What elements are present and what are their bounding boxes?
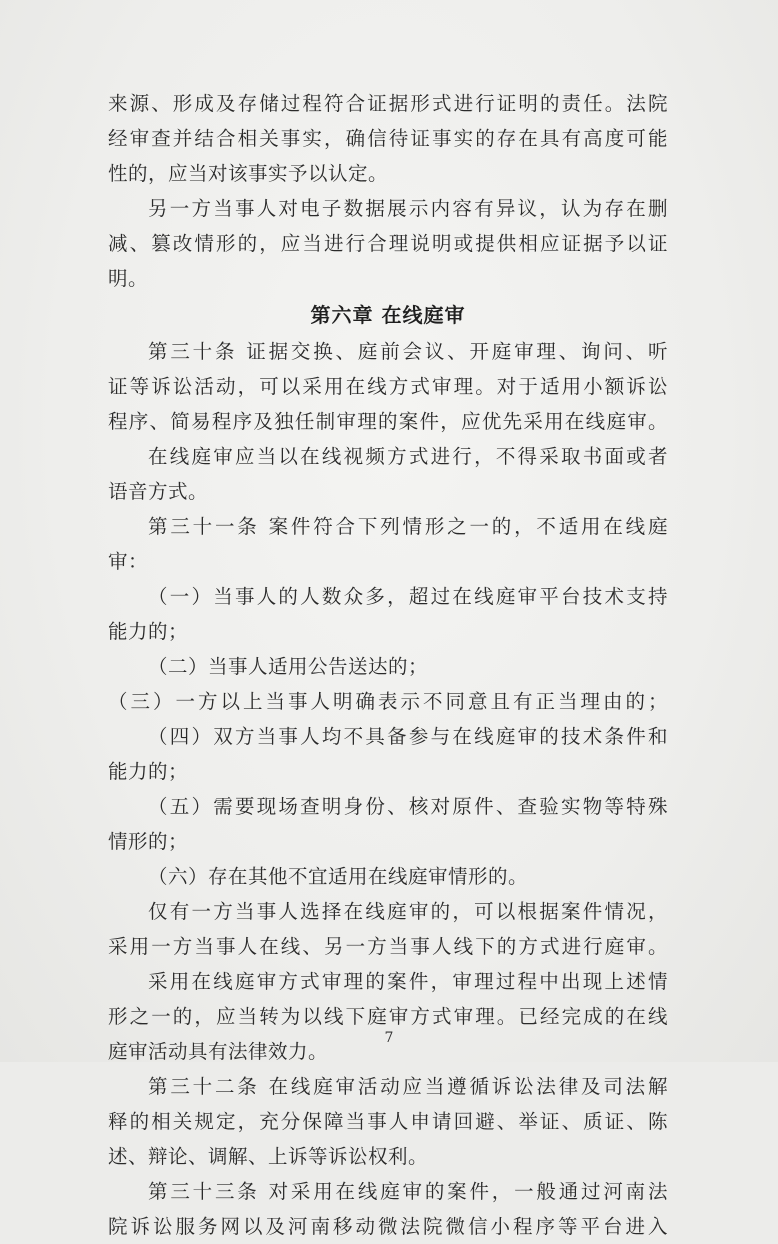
text-line: （四）双方当事人均不具备参与在线庭审的技术条件和 bbox=[148, 725, 668, 748]
text-line: （二）当事人适用公告送达的； bbox=[148, 655, 429, 678]
text-line: 在线庭审应当以在线视频方式进行，不得采取书面或者 bbox=[148, 445, 668, 468]
text-line: 庭审活动具有法律效力。 bbox=[108, 1040, 329, 1063]
text-line: 经审查并结合相关事实，确信待证事实的存在具有高度可能 bbox=[108, 127, 668, 150]
text-line: 程序、简易程序及独任制审理的案件，应优先采用在线庭审。 bbox=[108, 410, 668, 433]
text-line: 性的，应当对该事实予以认定。 bbox=[108, 162, 389, 185]
text-line: 审： bbox=[108, 550, 149, 573]
text-line: 第三十一条 案件符合下列情形之一的，不适用在线庭 bbox=[148, 515, 668, 538]
text-line: 来源、形成及存储过程符合证据形式进行证明的责任。法院 bbox=[108, 92, 668, 115]
text-line: 减、篡改情形的，应当进行合理说明或提供相应证据予以证 bbox=[108, 232, 668, 255]
text-line: 采用在线庭审方式审理的案件，审理过程中出现上述情 bbox=[148, 970, 668, 993]
text-line: 证等诉讼活动，可以采用在线方式审理。对于适用小额诉讼 bbox=[108, 375, 668, 398]
paragraphs-before-chapter bbox=[108, 86, 668, 296]
text-line: 采用一方当事人在线、另一方当事人线下的方式进行庭审。 bbox=[108, 935, 668, 958]
text-line: 情形的； bbox=[108, 830, 189, 853]
text-line: 能力的； bbox=[108, 760, 189, 783]
chapter-heading: 第六章 在线庭审 bbox=[310, 303, 466, 327]
text-line: 第三十条 证据交换、庭前会议、开庭审理、询问、听 bbox=[148, 340, 668, 363]
text-line: （三）一方以上当事人明确表示不同意且有正当理由的； bbox=[108, 690, 668, 713]
text-line: 语音方式。 bbox=[108, 480, 209, 503]
text-line: 第三十三条 对采用在线庭审的案件，一般通过河南法 bbox=[148, 1180, 668, 1203]
text-line: （五）需要现场查明身份、核对原件、查验实物等特殊 bbox=[148, 795, 668, 818]
text-line: 述、辩论、调解、上诉等诉讼权利。 bbox=[108, 1145, 429, 1168]
paragraphs-chapter-six bbox=[108, 334, 668, 1244]
text-line: 仅有一方当事人选择在线庭审的，可以根据案件情况， bbox=[148, 900, 668, 923]
text-line: 明。 bbox=[108, 267, 149, 290]
page-number: 7 bbox=[384, 1030, 394, 1046]
text-line: 第三十二条 在线庭审活动应当遵循诉讼法律及司法解 bbox=[148, 1075, 668, 1098]
text-line: 释的相关规定，充分保障当事人申请回避、举证、质证、陈 bbox=[108, 1110, 668, 1133]
text-line: 另一方当事人对电子数据展示内容有异议，认为存在删 bbox=[148, 197, 668, 220]
text-line: 能力的； bbox=[108, 620, 189, 643]
text-line: 院诉讼服务网以及河南移动微法院微信小程序等平台进入 bbox=[108, 1215, 668, 1238]
text-line: （一）当事人的人数众多，超过在线庭审平台技术支持 bbox=[148, 585, 668, 608]
document-body bbox=[108, 86, 668, 1244]
text-line: （六）存在其他不宜适用在线庭审情形的。 bbox=[148, 865, 529, 888]
text-line: 形之一的，应当转为以线下庭审方式审理。已经完成的在线 bbox=[108, 1005, 668, 1028]
